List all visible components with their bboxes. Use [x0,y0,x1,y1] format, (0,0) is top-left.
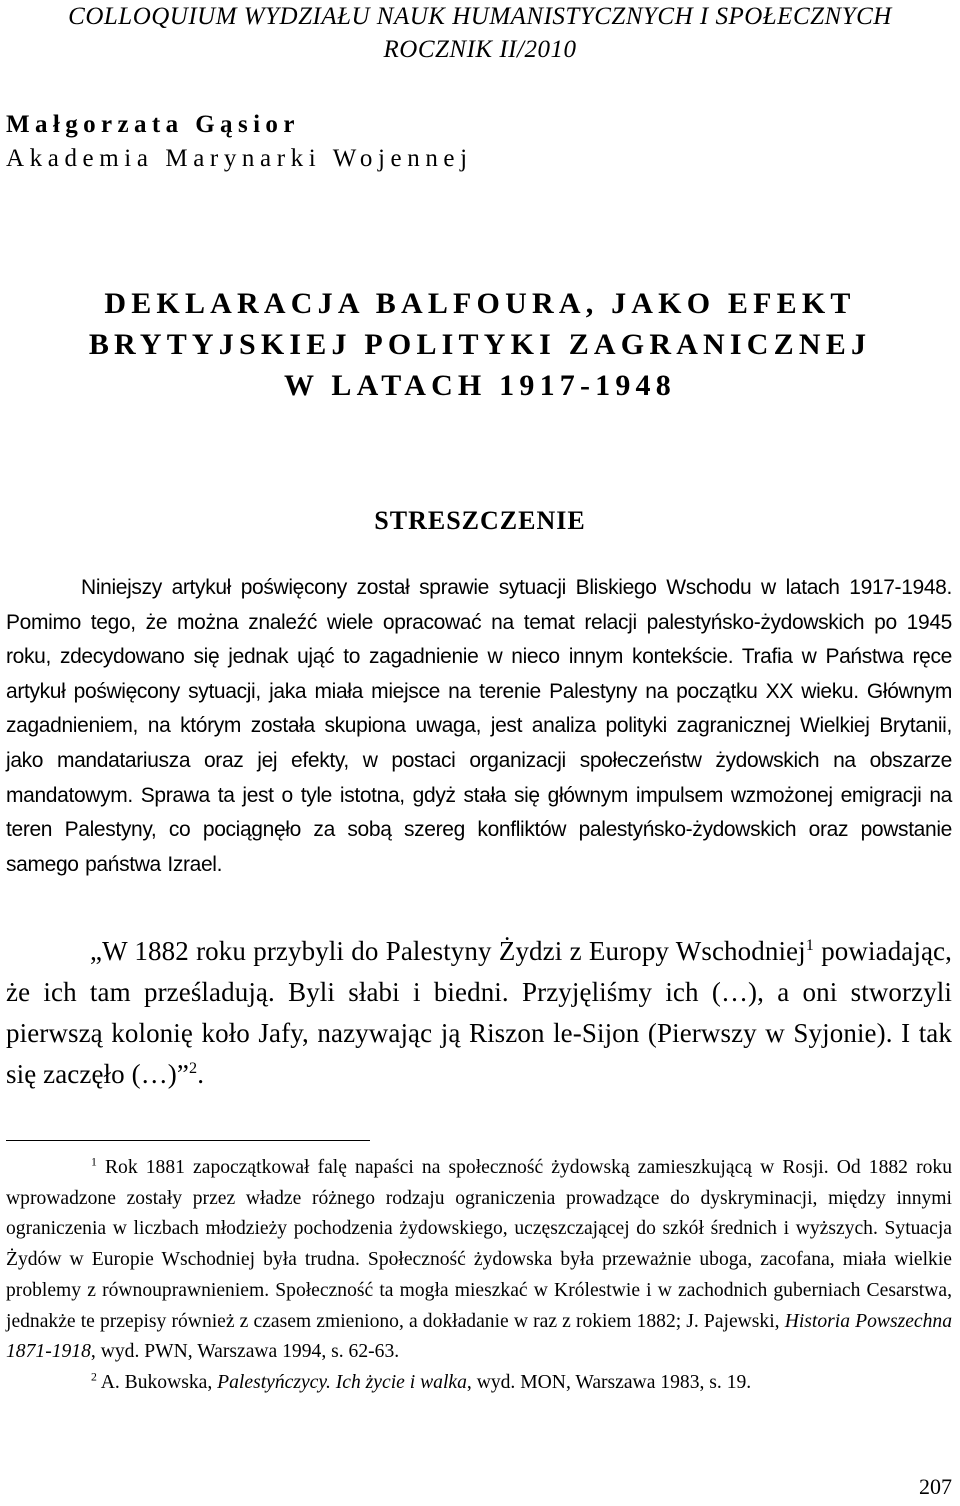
footnote-separator [6,1140,370,1141]
abstract-text: Niniejszy artykuł poświęcony został sprawie sytuacji Bliskiego Wschodu w latach 1917-1948. Pomimo tego, że można znaleźć wiele opracować na temat relacji palestyńsko-żydowskich po 1945 roku, zdecydowano się jednak ująć to zagadnienie w nieco innym kontekście. Trafia w Państwa ręce artykuł poświęcony sytuacji, jaka miała miejsce na terenie Palestyny na początku XX wieku. Głównym zagadnieniem, na którym została skupiona uwaga, jest analiza polityki zagranicznej Wielkiej Brytanii, jako mandatariusza oraz jej efekty, w postaci organizacji społeczeństw żydowskich na obszarze mandatowym. Sprawa ta jest o tyle istotna, gdyż stała się głównym impulsem wzmożonej emigracji na teren Palestyny, co pociągnęło za sobą szereg konfliktów palestyńsko-żydowskich oraz powstanie samego państwa Izrael. [6,576,952,876]
footnote-ref-2[interactable]: 2 [188,1059,198,1077]
footnote-number: 2 [91,1370,97,1384]
footnote-ref-1[interactable]: 1 [805,936,814,954]
article-title-line: DEKLARACJA BALFOURA, JAKO EFEKT [104,287,856,320]
footnote-text: A. Bukowska, [96,1371,218,1393]
abstract-body [6,571,952,882]
article-title-line: BRYTYJSKIEJ POLITYKI ZAGRANICZNEJ [88,328,872,361]
abstract-heading: STRESZCZENIE [374,506,586,535]
article-title [0,283,960,406]
footnote-text: , wyd. MON, Warszawa 1983, s. 19. [466,1371,752,1393]
journal-volume: ROCZNIK II/2010 [383,36,577,63]
footnote-number: 1 [91,1155,97,1169]
quote-text: „W 1882 roku przybyli do Palestyny Żydzi z Europy Wschodniej [90,936,806,966]
footnote-text: Rok 1881 zapoczątkował falę napaści na społeczność żydowską zamieszkującą w Rosji. Od 1882 roku wprowadzone zostały przez władze różnego rodzaju ograniczenia prowadzące do dyskryminacji, między innymi ograniczenia w liczbach młodzieży pochodzenia żydowskiego, uczęszczającej do szkół średnich i wyższych. Sytuacja Żydów w Europie Wschodniej była trudna. Społeczność żydowska była przeważnie uboga, zacofana, miała wielkie problemy z równouprawnieniem. Społeczność ta mogła mieszkać w Królestwie i w zachodnich guberniach Cesarstwa, jednakże te przepisy również z czasem zmieniono, a dokładanie w raz z rokiem 1882; J. Pajewski, [6,1157,952,1332]
page-number: 207 [919,1474,952,1499]
footnote-book-title: Historia Powszechna 1871-1918 [6,1310,952,1363]
epigraph-quote [6,931,952,1095]
author-affiliation: Akademia Marynarki Wojennej [6,145,473,172]
footnote-1 [6,1153,952,1368]
journal-name: COLLOQUIUM WYDZIAŁU NAUK HUMANISTYCZNYCH I SPOŁECZNYCH [68,3,892,30]
footnotes [6,1153,952,1399]
journal-header [0,0,960,66]
article-title-line: W LATACH 1917-1948 [284,369,676,402]
footnote-book-title: Palestyńczycy. Ich życie i walka [217,1371,467,1393]
footnote-2 [6,1368,952,1399]
footnote-text: , wyd. PWN, Warszawa 1994, s. 62-63. [90,1341,400,1363]
quote-text: powiadając, że ich tam prześladują. Byli słabi i biedni. Przyjęliśmy ich (…), a oni stworzyli pierwszą kolonię koło Jafy, nazywając ją Riszon le-Sijon (Pierwszy w Syjonie). I tak się zaczęło (…)” [6,936,952,1089]
author-name: Małgorzata Gąsior [6,111,300,138]
quote-end: . [197,1059,205,1089]
